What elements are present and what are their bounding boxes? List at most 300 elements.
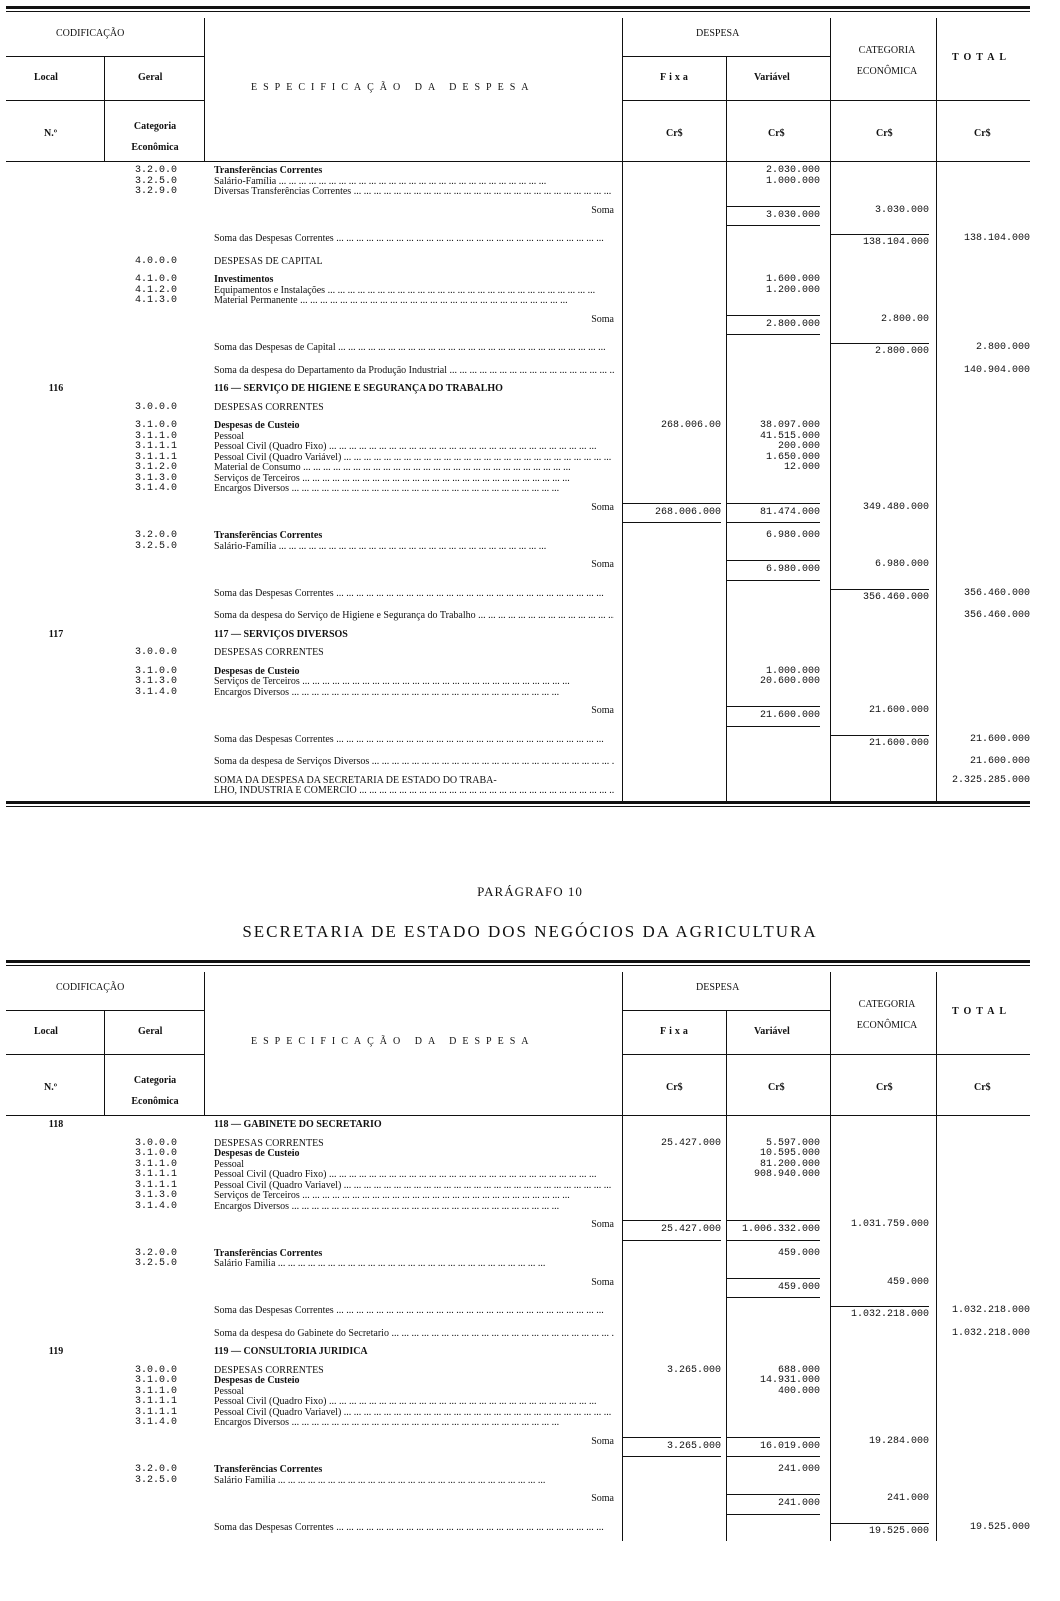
specification-text: Soma — [591, 1277, 614, 1288]
total-cell — [937, 234, 1030, 245]
specification-line — [214, 1149, 614, 1160]
amount-value: 138.104.000 — [963, 233, 1030, 244]
amount-value: 3.030.000 — [727, 206, 820, 227]
amount-value: 21.600.000 — [969, 733, 1030, 745]
amount-value: 459.000 — [886, 1276, 929, 1288]
amount-value: 459.000 — [777, 1247, 820, 1259]
total-cell — [937, 589, 1030, 600]
economic-category-total-cell — [830, 206, 937, 217]
specification-line — [214, 257, 614, 268]
specification-cell — [206, 1220, 622, 1231]
category-code: 3.0.0.0 — [134, 1137, 177, 1149]
economic-category-total-cell — [830, 503, 937, 514]
category-code: 3.1.1.0 — [134, 1158, 177, 1170]
fixed-expense-cell — [622, 421, 727, 432]
specification-line — [214, 1347, 614, 1358]
specification-text: Soma das Despesas Correntes ... . — [214, 589, 604, 600]
specification-text: Pessoal — [214, 1159, 244, 1170]
table-row-plain — [6, 253, 1030, 272]
category-code: 3.1.0.0 — [134, 420, 177, 431]
specification-cell — [206, 1347, 622, 1358]
currency-categoria: Cr$ — [876, 1082, 893, 1093]
category-code: 3.1.1.0 — [134, 1385, 177, 1397]
specification-text: Encargos Diversos ... . — [214, 484, 559, 495]
fixed-expense-cell — [622, 1437, 727, 1458]
specification-text: Transferências Correntes — [214, 166, 323, 176]
specification-line — [214, 560, 614, 571]
specification-line — [214, 275, 614, 286]
amount-value: 16.019.000 — [727, 1437, 820, 1458]
variable-expense-cell — [727, 1437, 830, 1458]
numero-header: N.º — [44, 1082, 58, 1093]
amount-value: 200.000 — [777, 441, 820, 452]
economic-category-total-cell — [830, 706, 937, 717]
specification-text: Soma — [591, 314, 614, 325]
amount-value: 241.000 — [886, 1493, 929, 1504]
amount-value: 356.460.000 — [830, 589, 929, 604]
specification-line — [214, 648, 614, 659]
amount-value: 1.032.218.000 — [830, 1306, 929, 1321]
table-row-items — [6, 271, 1030, 311]
economic-category-code-cell — [106, 1249, 206, 1270]
amount-value: 268.006.000 — [622, 503, 721, 524]
category-code: 3.1.3.0 — [134, 676, 177, 687]
specification-line — [214, 1476, 614, 1487]
specification-cell — [206, 1120, 622, 1131]
amount-value: 81.474.000 — [727, 503, 820, 524]
category-code: 3.1.1.1 — [134, 441, 177, 452]
specification-cell — [206, 589, 622, 600]
table-row-heading — [6, 380, 1030, 399]
specification-line — [214, 1278, 614, 1289]
specification-cell — [206, 611, 622, 622]
amount-value: 1.006.332.000 — [727, 1220, 820, 1241]
specification-text: Soma das Despesas Correntes ... . — [214, 735, 604, 746]
economic-category-code-cell — [106, 421, 206, 495]
table-row-heading — [6, 626, 1030, 645]
specification-cell — [206, 1329, 622, 1340]
specification-text: Encargos Diversos ... . — [214, 1418, 559, 1429]
specification-text: Soma da despesa do Departamento da Produção Industrial ... . — [214, 366, 614, 377]
currency-categoria: Cr$ — [876, 128, 893, 139]
category-code: 3.1.1.1 — [134, 1406, 177, 1418]
specification-cell — [206, 648, 622, 659]
category-code: 3.0.0.0 — [134, 647, 177, 658]
specification-text: Serviços de Terceiros ... . — [214, 677, 570, 688]
category-code: 3.2.0.0 — [134, 1247, 177, 1259]
fixed-expense-cell — [622, 503, 727, 524]
codificacao-header: CODIFICAÇÃO — [56, 28, 125, 39]
specification-line — [214, 531, 614, 542]
specification-line — [214, 1306, 614, 1317]
specification-cell — [206, 735, 622, 746]
amount-value: 349.480.000 — [862, 501, 929, 513]
amount-value: 356.460.000 — [963, 587, 1030, 599]
specification-line — [214, 1139, 614, 1150]
category-code: 3.1.0.0 — [134, 1148, 177, 1159]
currency-variavel: Cr$ — [768, 128, 785, 139]
specification-text: Pessoal — [214, 431, 244, 442]
specification-line — [214, 403, 614, 414]
specification-line — [214, 1366, 614, 1377]
economic-category-code-cell — [106, 257, 206, 268]
economic-category-total-cell — [830, 1523, 937, 1538]
total-cell — [937, 343, 1030, 354]
variable-expense-cell — [727, 421, 830, 474]
amount-value: 241.000 — [777, 1464, 820, 1475]
table-row-items — [6, 1245, 1030, 1274]
specification-line — [214, 442, 614, 453]
specification-line — [214, 1202, 614, 1213]
category-code: 3.1.1.0 — [134, 430, 177, 442]
amount-value: 2.800.000 — [975, 342, 1030, 353]
geral-header: Geral — [138, 72, 163, 83]
especificacao-header: ESPECIFICAÇÃO DA DESPESA — [251, 82, 535, 93]
specification-cell — [206, 1523, 622, 1534]
specification-text: 119 — CONSULTORIA JURÍDICA — [214, 1347, 368, 1357]
economic-category-total-cell — [830, 1306, 937, 1321]
specification-cell — [206, 560, 622, 571]
economic-category-code-cell — [106, 275, 206, 307]
category-code: 3.0.0.0 — [134, 401, 177, 413]
amount-value: 6.980.000 — [874, 559, 929, 570]
specification-text: Salário Familia ... . — [214, 1259, 545, 1270]
local-header: Local — [34, 72, 58, 83]
specification-line — [214, 286, 614, 297]
amount-value: 241.000 — [727, 1494, 820, 1515]
table-row-plain — [6, 644, 1030, 663]
table-row-soma — [6, 1433, 1030, 1462]
amount-value: 19.525.000 — [969, 1521, 1030, 1533]
specification-line — [214, 1170, 614, 1181]
table-row-soma — [6, 702, 1030, 731]
amount-value: 1.032.218.000 — [951, 1327, 1030, 1339]
variable-expense-cell — [727, 667, 830, 688]
specification-cell — [206, 403, 622, 414]
category-code: 3.2.5.0 — [134, 1474, 177, 1486]
specification-text: Pessoal Civil (Quadro Fixo) ... . — [214, 1397, 597, 1408]
economic-category-total-cell — [830, 343, 937, 358]
paragraph-label: PARÁGRAFO 10 — [477, 884, 583, 899]
table-row-sum — [6, 753, 1030, 772]
specification-line — [214, 786, 614, 797]
fixed-expense-cell — [622, 1139, 727, 1150]
specification-text: DESPESAS CORRENTES — [214, 1365, 324, 1376]
categoria-economica-col-header: Categoria Econômica — [131, 121, 179, 153]
specification-cell — [206, 257, 622, 268]
variable-expense-cell — [727, 206, 830, 227]
specification-text: Soma da despesa de Serviços Diversos ... . — [214, 757, 614, 768]
economic-category-total-cell — [830, 234, 937, 249]
specification-text: 116 — SERVIÇO DE HIGIENE E SEGURANÇA DO TRABALHO — [214, 384, 503, 394]
table-row-soma — [6, 556, 1030, 585]
specification-line — [214, 1465, 614, 1476]
table-row-sum — [6, 731, 1030, 754]
specification-text: Soma — [591, 706, 614, 716]
specification-line — [214, 484, 614, 495]
table-row-sum — [6, 1302, 1030, 1325]
specification-line — [214, 1418, 614, 1429]
amount-value: 25.427.000 — [622, 1220, 721, 1241]
table-row-sum — [6, 772, 1030, 801]
specification-text: Transferências Correntes — [214, 1465, 323, 1475]
economic-category-total-cell — [830, 1494, 937, 1505]
despesa-header: DESPESA — [696, 28, 740, 39]
category-code: 3.2.5.0 — [134, 540, 177, 552]
category-code: 3.1.4.0 — [134, 1417, 177, 1428]
amount-value: 2.800.000 — [727, 315, 820, 336]
category-code: 3.1.4.0 — [134, 1200, 177, 1212]
specification-text: Pessoal Civil (Quadro Fixo) ... . — [214, 442, 597, 453]
amount-value: 3.265.000 — [622, 1437, 721, 1458]
specification-line — [214, 1191, 614, 1202]
table-row-sum — [6, 230, 1030, 253]
specification-line — [214, 296, 614, 307]
specification-line — [214, 177, 614, 188]
specification-text: DESPESAS DE CAPITAL — [214, 256, 323, 267]
specification-line — [214, 776, 614, 787]
category-code: 3.1.1.1 — [134, 1396, 177, 1407]
specification-text: Salário Familia ... . — [214, 1476, 545, 1487]
specification-line — [214, 463, 614, 474]
categoria-economica-header: CATEGORIA ECONÔMICA — [856, 45, 918, 77]
variable-expense-cell — [727, 1494, 830, 1515]
category-code: 3.1.0.0 — [134, 1375, 177, 1386]
specification-line — [214, 1160, 614, 1171]
table-row-items — [6, 162, 1030, 202]
specification-text: 117 — SERVIÇOS DIVERSOS — [214, 629, 348, 640]
table-row-items — [6, 417, 1030, 499]
specification-cell — [206, 1278, 622, 1289]
specification-text: Salário-Família ... . — [214, 542, 546, 553]
table-row-items — [6, 1135, 1030, 1217]
total-cell — [937, 776, 1030, 787]
specification-text: Soma das Despesas de Capital ... . — [214, 343, 606, 354]
table-row-sum — [6, 607, 1030, 626]
specification-line — [214, 1376, 614, 1387]
specification-text: Equipamentos e Instalações ... . — [214, 286, 595, 297]
economic-category-code-cell — [106, 1139, 206, 1213]
amount-value: 19.284.000 — [868, 1435, 929, 1447]
amount-value: 2.030.000 — [765, 165, 820, 176]
specification-line — [214, 187, 614, 198]
specification-line — [214, 630, 614, 641]
specification-cell — [206, 1494, 622, 1505]
specification-text: Material Permanente ... . — [214, 296, 568, 307]
variable-expense-cell — [727, 1366, 830, 1398]
amount-value: 20.600.000 — [759, 676, 820, 687]
specification-cell — [206, 667, 622, 699]
specification-text: Soma — [591, 560, 614, 570]
specification-line — [214, 366, 614, 377]
specification-line — [214, 474, 614, 485]
specification-cell — [206, 421, 622, 495]
amount-value: 21.600.000 — [969, 756, 1030, 767]
amount-value: 12.000 — [783, 462, 820, 473]
specification-line — [214, 667, 614, 678]
category-code: 4.0.0.0 — [134, 255, 177, 267]
specification-cell — [206, 503, 622, 514]
economic-category-total-cell — [830, 560, 937, 571]
table-row-items — [6, 663, 1030, 703]
specification-cell — [206, 343, 622, 354]
variable-expense-cell — [727, 503, 830, 524]
economic-category-total-cell — [830, 1278, 937, 1289]
category-code: 3.1.4.0 — [134, 686, 177, 698]
specification-text: Despesas de Custeio — [214, 1149, 300, 1159]
specification-line — [214, 453, 614, 464]
specification-text: Transferências Correntes — [214, 1248, 323, 1259]
amount-value: 1.032.218.000 — [951, 1305, 1030, 1316]
especificacao-header: ESPECIFICAÇÃO DA DESPESA — [251, 1036, 535, 1047]
variable-expense-cell — [727, 560, 830, 581]
currency-fixa: Cr$ — [666, 128, 683, 139]
specification-cell — [206, 366, 622, 377]
total-cell — [937, 1306, 1030, 1317]
economic-category-total-cell — [830, 735, 937, 750]
specification-cell — [206, 1437, 622, 1448]
amount-value: 21.600.000 — [868, 705, 929, 716]
category-code: 3.2.5.0 — [134, 175, 177, 187]
category-code: 3.2.0.0 — [134, 165, 177, 176]
fixed-expense-cell — [622, 1220, 727, 1241]
despesa-header: DESPESA — [696, 982, 740, 993]
category-code: 3.1.0.0 — [134, 665, 177, 677]
local-header: Local — [34, 1026, 58, 1037]
table-row-sum — [6, 585, 1030, 608]
variable-expense-cell — [727, 1220, 830, 1241]
specification-line — [214, 757, 614, 768]
specification-text: Soma — [591, 205, 614, 216]
specification-text: Encargos Diversos ... . — [214, 688, 559, 699]
amount-value: 1.031.759.000 — [850, 1219, 929, 1230]
total-cell — [937, 1523, 1030, 1534]
economic-category-code-cell — [106, 1366, 206, 1429]
amount-value: 138.104.000 — [830, 234, 929, 249]
geral-header: Geral — [138, 1026, 163, 1037]
specification-line — [214, 1329, 614, 1340]
table-header — [6, 12, 1030, 162]
double-rule — [6, 801, 1030, 807]
specification-text: Soma — [591, 1494, 614, 1504]
specification-line — [214, 432, 614, 443]
specification-line — [214, 503, 614, 514]
category-code: 4.1.3.0 — [134, 295, 177, 306]
specification-cell — [206, 531, 622, 552]
specification-cell — [206, 1249, 622, 1270]
specification-text: DESPESAS CORRENTES — [214, 648, 324, 658]
category-code: 4.1.0.0 — [134, 274, 177, 285]
specification-line — [214, 1397, 614, 1408]
table-row-sum — [6, 1325, 1030, 1344]
specification-text: Pessoal Civil (Quadro Variável) ... . — [214, 453, 611, 464]
amount-value: 41.515.000 — [759, 430, 820, 442]
table-row-plain — [6, 399, 1030, 418]
specification-text: Soma — [591, 502, 614, 513]
section-title: SECRETARIA DE ESTADO DOS NEGÓCIOS DA AGRICULTURA — [242, 922, 818, 941]
fixed-expense-cell — [622, 1366, 727, 1377]
category-code: 3.1.3.0 — [134, 1190, 177, 1201]
table-row-sum — [6, 362, 1030, 381]
specification-line — [214, 1220, 614, 1231]
specification-text: Salário-Família ... . — [214, 177, 546, 188]
table-row-soma — [6, 202, 1030, 231]
categoria-economica-col-header: Categoria Econômica — [131, 1075, 179, 1107]
specification-line — [214, 384, 614, 395]
variable-expense-cell — [727, 315, 830, 336]
specification-text: Soma — [591, 1220, 614, 1230]
specification-text: Material de Consumo ... . — [214, 463, 571, 474]
currency-total: Cr$ — [974, 1082, 991, 1093]
variavel-header: Variável — [754, 1026, 790, 1037]
specification-cell — [206, 630, 622, 641]
total-cell — [937, 366, 1030, 377]
variavel-header: Variável — [754, 72, 790, 83]
table-row-soma — [6, 1216, 1030, 1245]
category-code: 3.2.0.0 — [134, 530, 177, 541]
specification-line — [214, 166, 614, 177]
amount-value: 19.525.000 — [830, 1523, 929, 1538]
variable-expense-cell — [727, 1249, 830, 1260]
table-row-soma — [6, 1274, 1030, 1303]
variable-expense-cell — [727, 275, 830, 296]
table-header — [6, 966, 1030, 1116]
specification-text: Soma das Despesas Correntes ... . — [214, 234, 604, 245]
specification-text: Pessoal — [214, 1386, 244, 1397]
amount-value: 400.000 — [777, 1385, 820, 1397]
specification-line — [214, 1408, 614, 1419]
table-row-soma — [6, 499, 1030, 528]
budget-table-2 — [6, 960, 1030, 1541]
specification-line — [214, 542, 614, 553]
currency-variavel: Cr$ — [768, 1082, 785, 1093]
table-row-heading — [6, 1343, 1030, 1362]
specification-line — [214, 315, 614, 326]
amount-value: 459.000 — [727, 1278, 820, 1299]
category-code: 3.0.0.0 — [134, 1364, 177, 1376]
amount-value: 25.427.000 — [660, 1137, 721, 1149]
table-row-items — [6, 1461, 1030, 1490]
specification-line — [214, 421, 614, 432]
amount-value: 2.800.00 — [880, 313, 929, 325]
economic-category-total-cell — [830, 315, 937, 326]
table-row-items — [6, 1362, 1030, 1433]
amount-value: 1.000.000 — [765, 175, 820, 187]
specification-line — [214, 735, 614, 746]
specification-text: SOMA DA DESPESA DA SECRETARIA DE ESTADO DO TRABA- — [214, 775, 497, 786]
amount-value: 10.595.000 — [759, 1148, 820, 1159]
fixa-header: Fixa — [660, 72, 691, 83]
local-number-cell: 116 — [48, 383, 64, 394]
total-header: TOTAL — [952, 52, 1012, 63]
specification-line — [214, 1523, 614, 1534]
numero-header: N.º — [44, 128, 58, 139]
specification-line — [214, 611, 614, 622]
table-row-items — [6, 527, 1030, 556]
specification-line — [214, 589, 614, 600]
amount-value: 688.000 — [777, 1364, 820, 1376]
amount-value: 140.904.000 — [963, 364, 1030, 376]
specification-text: Despesas de Custeio — [214, 666, 300, 677]
variable-expense-cell — [727, 166, 830, 187]
specification-line — [214, 706, 614, 717]
total-cell — [937, 735, 1030, 746]
specification-cell — [206, 384, 622, 395]
categoria-economica-header: CATEGORIA ECONÔMICA — [856, 999, 918, 1031]
specification-line — [214, 206, 614, 217]
category-code: 3.2.9.0 — [134, 186, 177, 197]
specification-line — [214, 1120, 614, 1131]
